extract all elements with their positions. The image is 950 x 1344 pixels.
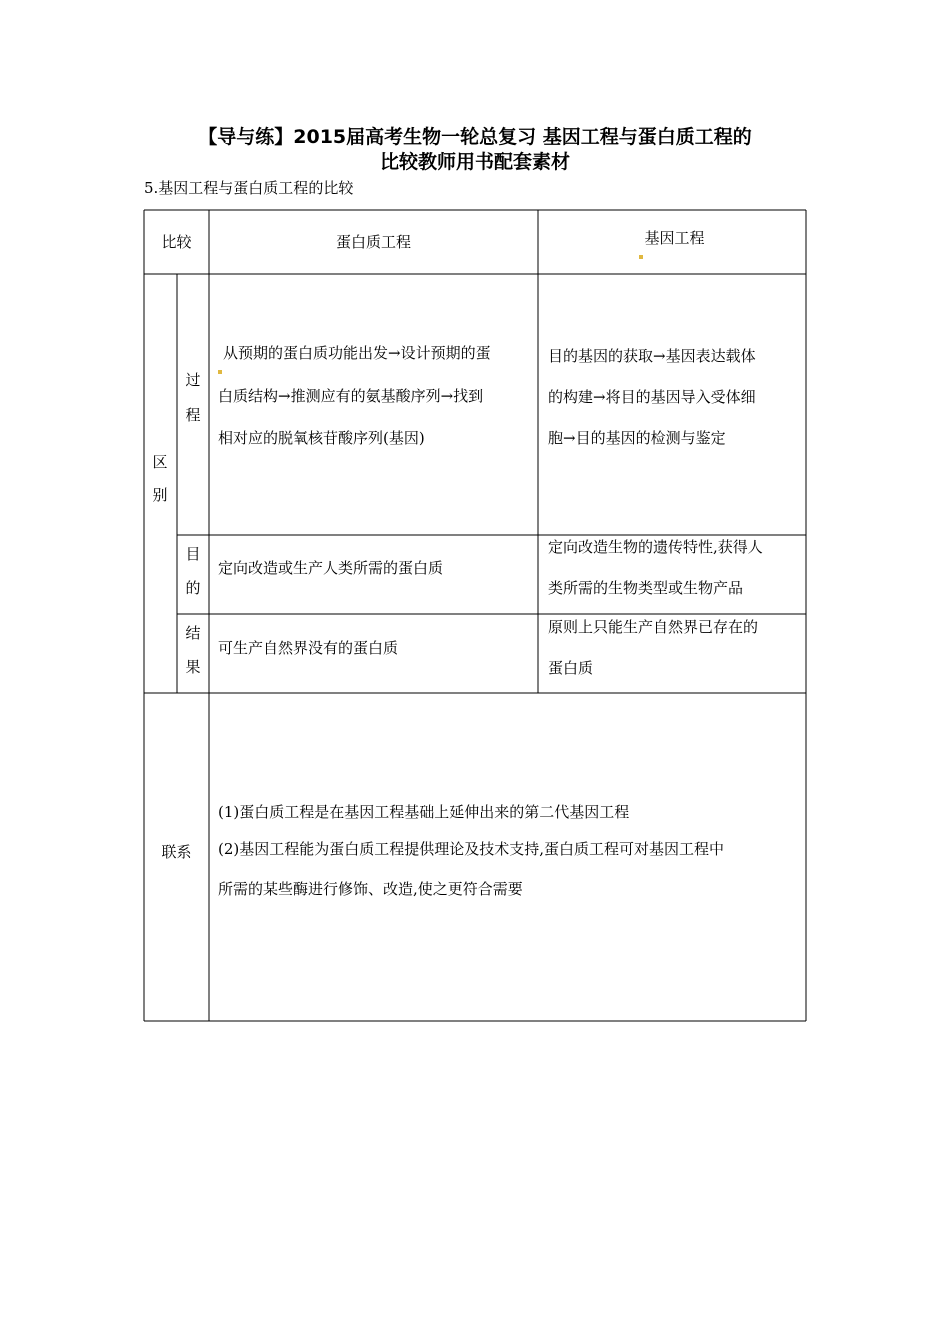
relation-line-1: (1)蛋白质工程是在基因工程基础上延伸出来的第二代基因工程 xyxy=(218,803,630,821)
group-label-difference-1: 区 xyxy=(152,453,168,471)
purpose-gene-line-1: 定向改造生物的遗传特性,获得人 xyxy=(548,538,763,556)
row-label-purpose-2: 的 xyxy=(185,579,201,597)
process-protein-line-2: 白质结构→推测应有的氨基酸序列→找到 xyxy=(218,387,484,405)
process-protein-line-3: 相对应的脱氧核苷酸序列(基因) xyxy=(218,429,425,447)
header-compare: 比较 xyxy=(161,233,192,251)
group-label-difference-2: 别 xyxy=(152,486,168,504)
row-label-purpose-1: 目 xyxy=(185,545,201,563)
result-gene-line-1: 原则上只能生产自然界已存在的 xyxy=(548,618,759,636)
document-title-line-2: 比较教师用书配套素材 xyxy=(379,151,570,173)
header-protein-engineering: 蛋白质工程 xyxy=(335,233,411,251)
relation-line-3: 所需的某些酶进行修饰、改造,使之更符合需要 xyxy=(218,880,523,898)
annotation-mark xyxy=(218,370,222,374)
process-gene-line-1: 目的基因的获取→基因表达载体 xyxy=(548,347,756,365)
row-label-process-2: 程 xyxy=(185,406,201,424)
result-gene-line-2: 蛋白质 xyxy=(548,659,594,677)
purpose-gene-line-2: 类所需的生物类型或生物产品 xyxy=(548,579,744,597)
annotation-mark xyxy=(639,255,643,259)
process-gene-line-2: 的构建→将目的基因导入受体细 xyxy=(548,388,756,406)
purpose-protein-text: 定向改造或生产人类所需的蛋白质 xyxy=(218,559,444,577)
relation-line-2: (2)基因工程能为蛋白质工程提供理论及技术支持,蛋白质工程可对基因工程中 xyxy=(218,840,725,858)
row-label-relation: 联系 xyxy=(161,843,192,861)
row-label-result-2: 果 xyxy=(185,658,201,676)
section-heading: 5.基因工程与蛋白质工程的比较 xyxy=(144,179,354,197)
row-label-result-1: 结 xyxy=(185,624,201,642)
document-title-line-1: 【导与练】2015届高考生物一轮总复习 基因工程与蛋白质工程的 xyxy=(198,126,752,148)
result-protein-text: 可生产自然界没有的蛋白质 xyxy=(218,639,399,657)
process-protein-line-1: 从预期的蛋白质功能出发→设计预期的蛋 xyxy=(218,333,491,374)
row-label-process-1: 过 xyxy=(185,371,201,389)
process-gene-line-3: 胞→目的基因的检测与鉴定 xyxy=(548,429,726,447)
header-gene-engineering: 基因工程 xyxy=(538,218,806,259)
